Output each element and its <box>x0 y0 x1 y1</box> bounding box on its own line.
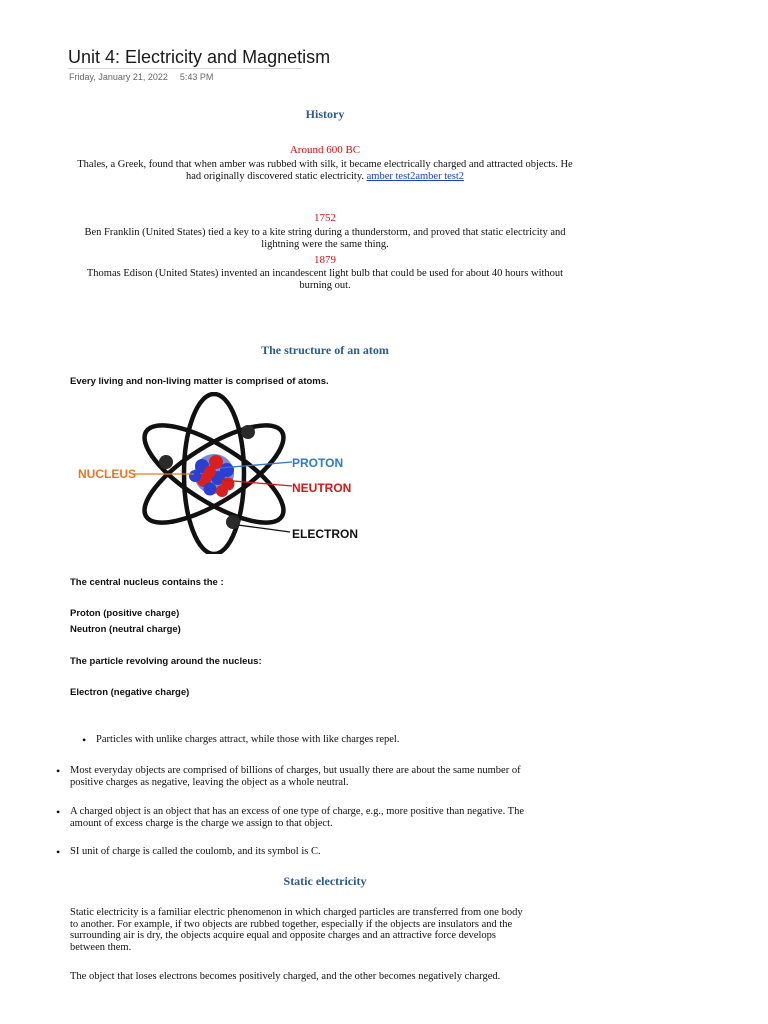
neutron-text: Neutron (neutral charge) <box>70 624 181 635</box>
page-time: 5:43 PM <box>179 72 214 82</box>
list-item <box>56 764 530 789</box>
amber-test-link[interactable]: amber test2amber test2 <box>366 171 465 182</box>
list-item <box>56 845 530 859</box>
event-year-600bc: Around 600 BC <box>289 144 361 156</box>
bullet-text: Particles with unlike charges attract, while those with like charges repel. <box>96 734 400 745</box>
bullet-text: A charged object is an object that has an excess of one type of charge, e.g., more positive than negative. The amount of excess charge is the charge we assign to that object. <box>70 806 524 829</box>
electron-dot <box>226 515 240 529</box>
atom-intro: Every living and non-living matter is comprised of atoms. <box>70 376 329 387</box>
bullet-dot: • <box>56 764 61 778</box>
bullet-dot: • <box>82 733 87 747</box>
electron-text: Electron (negative charge) <box>70 687 190 698</box>
page-timestamp <box>69 72 213 82</box>
electron-label: ELECTRON <box>292 527 358 541</box>
bullet-text: SI unit of charge is called the coulomb, and its symbol is C. <box>70 846 321 857</box>
event-text-thales <box>70 159 580 183</box>
nucleus-label: NUCLEUS <box>78 467 137 481</box>
title-divider <box>68 68 302 69</box>
event-text-franklin: Ben Franklin (United States) tied a key to a kite string during a thunderstorm, and proved that static electricity and lightning were the same thing. <box>84 227 566 250</box>
bullet-dot: • <box>56 805 61 819</box>
nucleus-cluster <box>189 454 235 497</box>
proton-label: PROTON <box>292 456 344 470</box>
static-paragraph: Static electricity is a familiar electric phenomenon in which charged particles are transferred from one body to another. For example, if two objects are rubbed together, especially if the objects are insulators and the surrounding air is dry, the objects acquire equal and opposite charges and an attractive force develops between them. <box>70 907 523 953</box>
event-text: Thales, a Greek, found that when amber was rubbed with silk, it became electrically charged and attracted objects. He had originally discovered static electricity. <box>77 159 573 182</box>
nucleus-contains-text: The central nucleus contains the : <box>70 577 224 588</box>
revolving-text: The particle revolving around the nucleus: <box>70 656 262 667</box>
atom-diagram <box>70 392 380 554</box>
page-date: Friday, January 21, 2022 <box>69 72 168 82</box>
event-text-edison: Thomas Edison (United States) invented an incandescent light bulb that could be used for about 40 hours without burning out. <box>86 268 564 291</box>
static-heading: Static electricity <box>283 874 367 888</box>
electron-dot <box>159 455 173 469</box>
static-paragraph-2: The object that loses electrons becomes positively charged, and the other becomes negatively charged. <box>70 971 501 982</box>
event-year-1879: 1879 <box>314 254 336 266</box>
list-item <box>56 805 530 830</box>
history-heading: History <box>305 107 345 121</box>
event-year-1752: 1752 <box>314 212 336 224</box>
page-title: Unit 4: Electricity and Magnetism <box>68 47 331 67</box>
proton-text: Proton (positive charge) <box>70 608 180 619</box>
bullet-text: Most everyday objects are comprised of billions of charges, but usually there are about the same number of positive charges as negative, leaving the object as a whole neutral. <box>70 765 521 788</box>
list-item <box>82 733 546 747</box>
electron-dot <box>241 425 255 439</box>
neutron-label: NEUTRON <box>292 481 352 495</box>
bullet-dot: • <box>56 845 61 859</box>
atom-heading: The structure of an atom <box>261 343 389 357</box>
